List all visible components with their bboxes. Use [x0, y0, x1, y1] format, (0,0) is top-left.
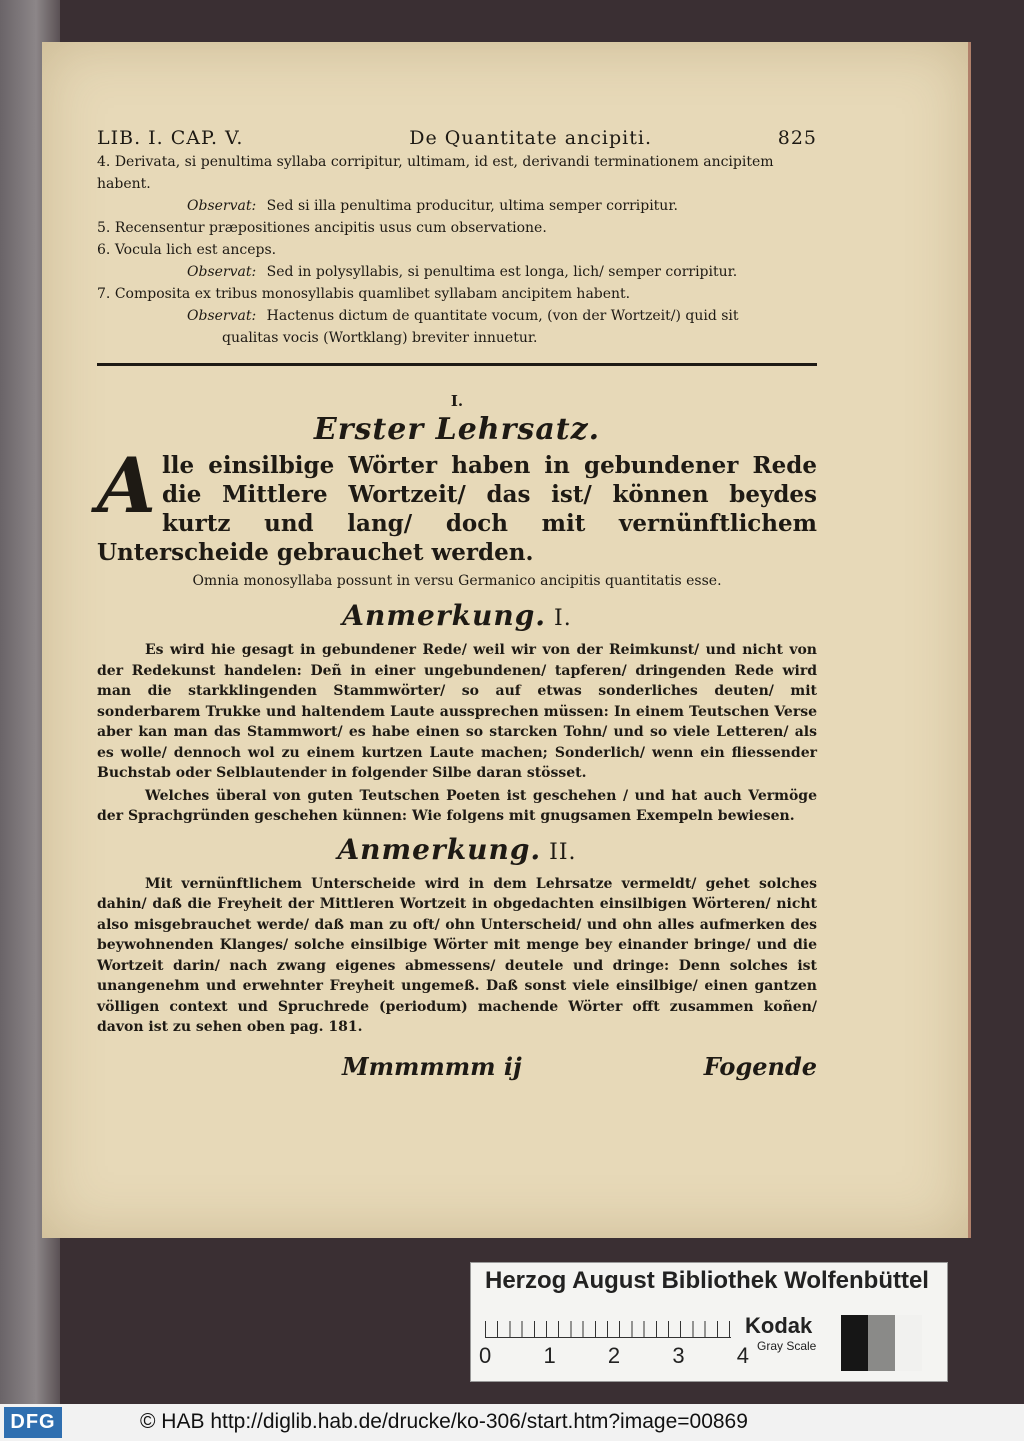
measurement-ruler [485, 1307, 731, 1338]
observation-note [97, 305, 817, 327]
lehrsatz-body: lle einsilbige Wörter haben in gebundener Rede die Mittlere Wortzeit/ das ist/ können beydes kurtz und lang/ doch mit vernünftlichem Unterscheide gebrauchet werden. [97, 452, 817, 566]
anmerkung-title: Anmerkung. [337, 832, 542, 866]
ruler-number: 2 [607, 1343, 621, 1368]
rule-text: Vocula lich est anceps. [114, 242, 277, 258]
header-left: LIB. I. CAP. V. [97, 127, 244, 149]
running-header [97, 127, 817, 149]
rule-text: Derivata, si penultima syllaba corripitur, ultimam, id est, derivandi terminationem ancipitem habent. [97, 154, 774, 192]
note-text: Sed in polysyllabis, si penultima est longa, lich/ semper corripitur. [266, 264, 738, 280]
anmerkung-number: II. [549, 839, 577, 865]
swatch-white [895, 1315, 922, 1371]
page-content [97, 127, 817, 1081]
swatch-black [841, 1315, 868, 1371]
rule-item [97, 217, 817, 239]
kodak-logo: Kodak [745, 1313, 813, 1338]
section-number: I. [450, 392, 464, 410]
copyright-url: © HAB http://diglib.hab.de/drucke/ko-306/start.htm?image=00869 [140, 1410, 748, 1433]
signature-mark: Mmmmmm ij [342, 1051, 522, 1081]
observation-note [97, 195, 817, 217]
note-label: Observat: [187, 308, 257, 324]
observation-note [97, 261, 817, 283]
ruler-number: 1 [543, 1343, 556, 1368]
gray-swatches [841, 1315, 922, 1371]
anmerkung-number: I. [554, 606, 572, 631]
lehrsatz-text [97, 441, 817, 567]
section-divider [97, 363, 817, 366]
anmerkung-heading-1 [97, 599, 817, 632]
drop-capital: A [97, 441, 156, 530]
ruler-numbers [479, 1343, 749, 1369]
section-title: Erster Lehrsatz. [313, 412, 601, 447]
rule-number: 4. [97, 154, 111, 170]
rule-text: Recensentur præpositiones ancipitis usus cum observatione. [114, 220, 547, 236]
header-title: De Quantitate ancipiti. [409, 127, 652, 149]
note-label: Observat: [187, 264, 257, 280]
book-page [42, 42, 971, 1238]
rule-text: Composita ex tribus monosyllabis quamlibet syllabam ancipitem habent. [114, 286, 631, 302]
note-text: Hactenus dictum de quantitate vocum, (von der Wortzeit/) quid sit [266, 308, 739, 324]
grayscale-label: Gray Scale [757, 1339, 817, 1353]
ruler-number: 0 [479, 1343, 492, 1368]
anmerkung-title: Anmerkung. [342, 599, 547, 632]
ruler-number: 4 [736, 1343, 749, 1368]
latin-translation: Omnia monosyllaba possunt in versu Germanico ancipitis quantitatis esse. [192, 573, 722, 589]
note-text: Sed si illa penultima producitur, ultima semper corripitur. [266, 198, 678, 214]
anmerkung-1-paragraph-2: Welches überal von guten Teutschen Poeten ist geschehen / und hat auch Vermöge der Sprachgründen geschehen künnen: Wie folgens mit gnugsamen Exempeln bewiesen. [97, 787, 817, 824]
rule-number: 5. [97, 220, 111, 236]
anmerkung-heading-2 [97, 833, 817, 866]
note-label: Observat: [187, 198, 257, 214]
rule-number: 6. [97, 242, 111, 258]
dfg-logo: DFG [4, 1407, 62, 1438]
observation-continuation: qualitas vocis (Wortklang) breviter innuetur. [222, 330, 538, 346]
catchword: Fogende [703, 1051, 817, 1081]
anmerkung-2-paragraph-1: Mit vernünftlichem Unterscheide wird in dem Lehrsatze vermeldt/ gehet solches dahin/ daß die Freyheit der Mittleren Wortzeit in obgedachten einsilbigen Wörteren/ nicht also misgebrauchet werde/ daß man zu oft/ ohn Unterscheid/ und ohn alles aufmerken des beywohnenden Klanges/ solche einsilbige Wörter mit menge bey einander bringe/ und die Wortzeit darin/ nach zwang eigenes abmessens/ deutele und dringe: Denn solches ist unangenehm und erwehnter Freyheit ungemeß. Daß sonst viele einsilbige/ einen gantzen völligen context und Spruchrede (periodum) machende Wörter offt zusammen koñen/ davon ist zu sehen oben pag. 181. [97, 875, 817, 1035]
page-number: 825 [777, 127, 817, 149]
swatch-gray [868, 1315, 895, 1371]
ruler-number: 3 [672, 1343, 685, 1368]
rule-number: 7. [97, 286, 111, 302]
page-footer [97, 1052, 817, 1081]
anmerkung-1-paragraph-1: Es wird hie gesagt in gebundener Rede/ weil wir von der Reimkunst/ und nicht von der Redekunst handelen: Deñ in einer ungebundenen/ tapferen/ dringenden Rede wird man die starkklingenden Stammwörter/ so auf etwas sonderliches deuten/ mit sonderbarem Trukke und haltendem Laute aussprechen müssen: In einem Teutschen Verse aber kan man das Stammwort/ es habe einen so starcken Tohn/ und so viele Letteren/ als es wolle/ dennoch wol zu einem kurtzen Laute machen; Sonderlich/ wenn ein fliessender Buchstab oder Selblautender in folgender Silbe daran stösset. [97, 642, 817, 781]
color-calibration-card [470, 1262, 948, 1382]
library-name: Herzog August Bibliothek Wolfenbüttel [485, 1267, 929, 1294]
rule-item [97, 151, 817, 195]
rule-item [97, 283, 817, 305]
rule-item [97, 239, 817, 261]
bottom-bar [0, 1404, 1024, 1441]
